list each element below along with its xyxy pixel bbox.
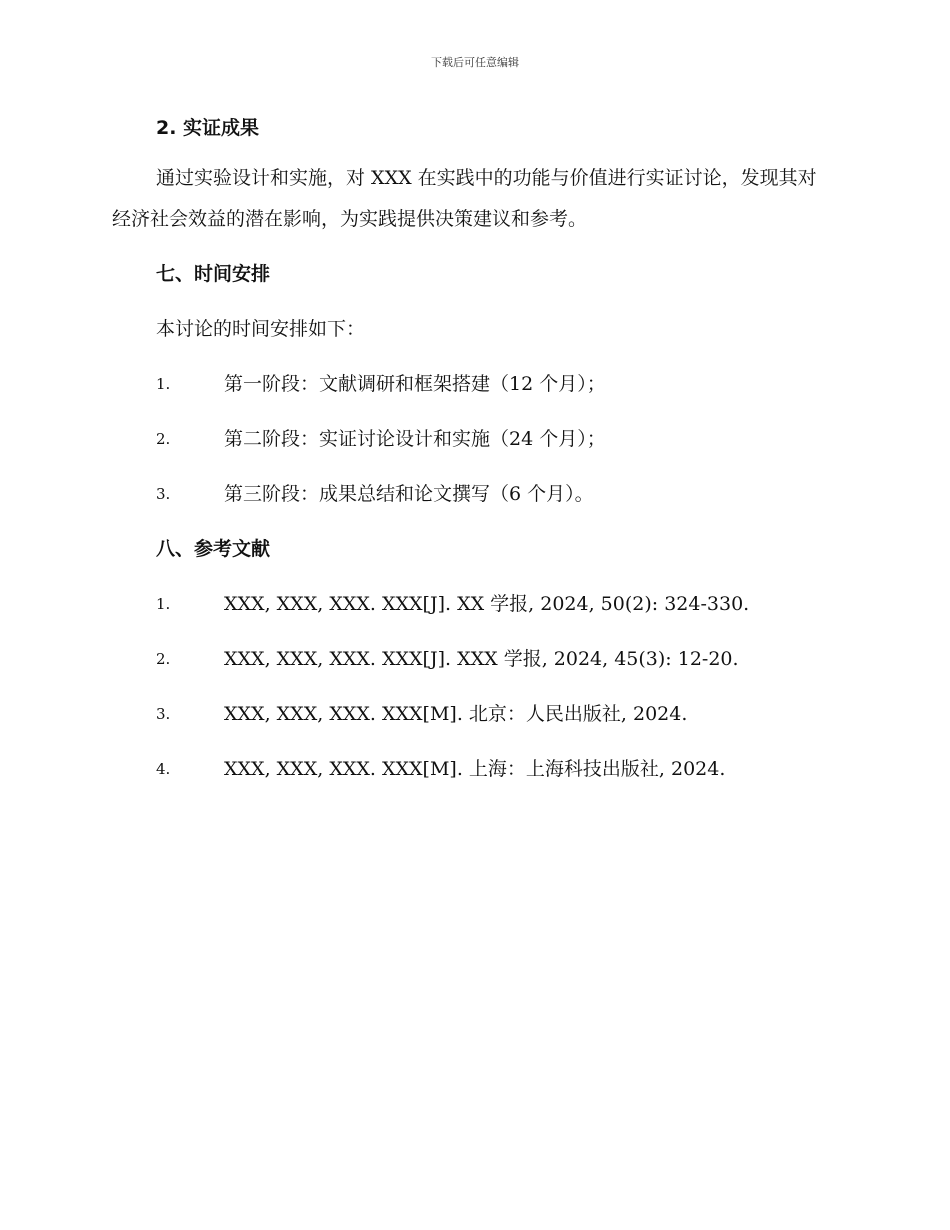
section-heading-references: 八、参考文献: [156, 538, 271, 560]
section-heading-schedule: 七、时间安排: [156, 263, 271, 285]
results-paragraph: 通过实验设计和实施，对 XXX 在实践中的功能与价值进行实证讨论，发现其对经济社会效益的潜在影响，为实践提供决策建议和参考。: [112, 167, 817, 230]
schedule-item-number: 3.: [156, 485, 171, 503]
reference-text: XXX, XXX, XXX. XXX[J]. XX 学报, 2024, 50(2): 324-330.: [224, 593, 750, 615]
reference-number: 3.: [156, 705, 171, 723]
schedule-item-number: 1.: [156, 375, 171, 393]
schedule-item: [112, 370, 822, 398]
reference-number: 1.: [156, 595, 171, 613]
schedule-item-text: 第二阶段：实证讨论设计和实施（24 个月）；: [224, 428, 606, 450]
page-header: 下载后可任意编辑: [431, 56, 519, 69]
reference-text: XXX, XXX, XXX. XXX[J]. XXX 学报, 2024, 45(3): 12-20.: [224, 648, 739, 670]
schedule-intro: [112, 315, 822, 343]
schedule-intro-text: 本讨论的时间安排如下：: [156, 318, 366, 340]
reference-item: [112, 645, 822, 673]
section-heading-results: 2. 实证成果: [156, 117, 260, 139]
reference-text: XXX, XXX, XXX. XXX[M]. 上海：上海科技出版社, 2024.: [224, 758, 726, 780]
schedule-item-number: 2.: [156, 430, 171, 448]
reference-item: [112, 700, 822, 728]
reference-number: 2.: [156, 650, 171, 668]
reference-text: XXX, XXX, XXX. XXX[M]. 北京：人民出版社, 2024.: [224, 703, 688, 725]
schedule-item-text: 第三阶段：成果总结和论文撰写（6 个月）。: [224, 483, 594, 505]
document-body: [112, 112, 822, 783]
schedule-item-text: 第一阶段：文献调研和框架搭建（12 个月）；: [224, 373, 606, 395]
reference-item: [112, 590, 822, 618]
reference-item: [112, 755, 822, 783]
schedule-item: [112, 480, 822, 508]
reference-number: 4.: [156, 760, 171, 778]
schedule-item: [112, 425, 822, 453]
